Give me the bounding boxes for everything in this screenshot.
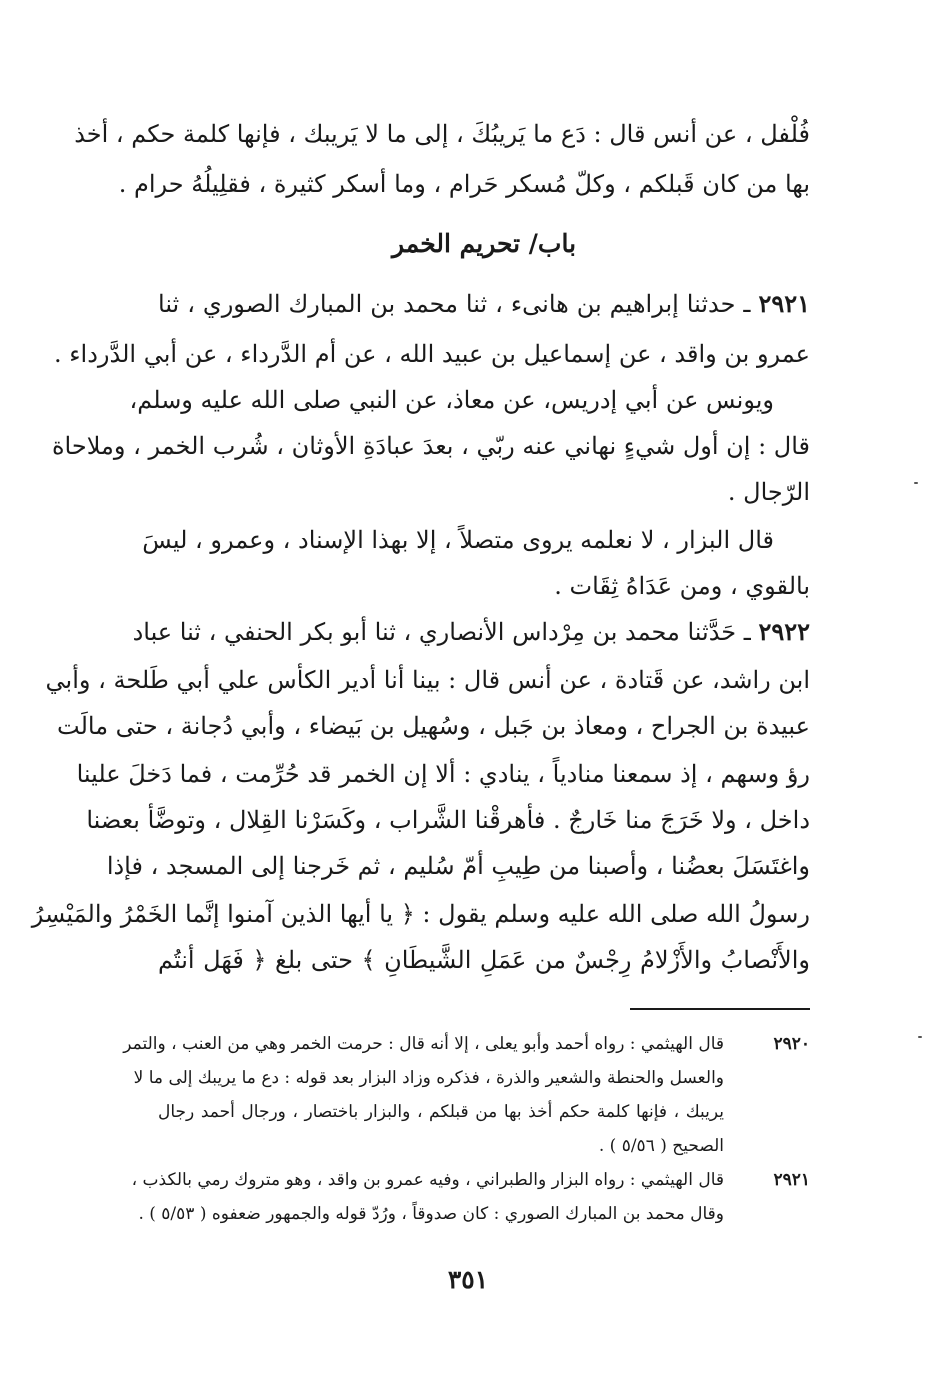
text-line: واغتَسَلَ بعضُنا ، وأصبنا من طِيبِ أمّ سُليم ، ثم خَرجنا إلى المسجد ، فإذا — [106, 852, 810, 880]
footnote-line: قال الهيثمي : رواه أحمد وأبو يعلى ، إلا أنه قال : حرمت الخمر وهي من العنب ، والتمر — [123, 1034, 724, 1054]
text-line: والأَنْصابُ والأَزْلامُ رِجْسٌ من عَمَلِ الشَّيطَانِ ﴾ حتى بلغ ﴿ فَهَل أنتُم — [158, 946, 810, 974]
text-line: رسولُ الله صلى الله عليه وسلم يقول : ﴿ يا أيها الذين آمنوا إنَّما الخَمْرُ والمَيْسِرُ — [31, 900, 810, 928]
text-line: عمرو بن واقد ، عن إسماعيل بن عبيد الله ، عن أم الدَّرداء ، عن أبي الدَّرداء . — [54, 340, 810, 368]
footnote-separator — [630, 1008, 810, 1010]
text-line: بالقوي ، ومن عَدَاهُ ثِقَات . — [554, 572, 810, 600]
hadith-text: ـ حَدَّثنا محمد بن مِرْداس الأنصاري ، ثنا أبو بكر الحنفي ، ثنا عباد — [132, 618, 751, 646]
text-line: بها من كان قَبلكم ، وكلّ مُسكر حَرام ، وما أسكر كثيرة ، فقلِيلُهُ حرام . — [118, 170, 810, 198]
hadith-number: ٢٩٢١ — [758, 289, 810, 318]
footnote-line: والعسل والحنطة والشعير والذرة ، فذكره وزاد البزار بعد قوله : دع ما يريبك إلى ما لا — [133, 1068, 724, 1088]
text-line: فُلْفل ، عن أنس قال : دَع ما يَريبُكَ ، إلى ما لا يَريبك ، فإنها كلمة حكم ، أخذ — [74, 120, 810, 148]
text-line: ويونس عن أبي إدريس، عن معاذ، عن النبي صلى الله عليه وسلم، — [129, 386, 774, 414]
chapter-heading: باب/ تحريم الخمر — [391, 229, 577, 258]
hadith-text: ـ حدثنا إبراهيم بن هانىء ، ثنا محمد بن المبارك الصوري ، ثنا — [158, 290, 751, 318]
scan-speck — [918, 1036, 922, 1038]
scan-speck — [914, 482, 918, 484]
footnote-number: ٢٩٢١ — [773, 1170, 810, 1190]
text-line: رؤ وسهم ، إذ سمعنا منادياً ، ينادي : ألا إن الخمر قد حُرِّمت ، فما دَخلَ علينا — [76, 760, 810, 788]
footnote-line: قال الهيثمي : رواه البزار والطبراني ، وفيه عمرو بن واقد ، وهو متروك رمي بالكذب ، — [131, 1170, 724, 1190]
hadith-number: ٢٩٢٢ — [758, 617, 810, 646]
footnote-line: وقال محمد بن المبارك الصوري : كان صدوقاً ، ورُدّ قوله والجمهور ضعفوه ( ٥/٥٣ ) . — [138, 1204, 724, 1224]
text-line: داخل ، ولا خَرَجَ منا خَارجٌ . فأهرقْنا الشَّراب ، وكَسَرْنا القِلال ، وتوضَّأ بعضنا — [86, 806, 810, 834]
text-line: قال البزار ، لا نعلمه يروى متصلاً ، إلا بهذا الإسناد ، وعمرو ، ليسَ — [142, 526, 774, 554]
footnote-line: الصحيح ( ٥/٥٦ ) . — [598, 1136, 724, 1156]
hadith-2922-first-line — [132, 612, 810, 652]
text-line: عبيدة بن الجراح ، ومعاذ بن جَبل ، وسُهيل بن بَيضاء ، وأبي دُجانة ، حتى مالَت — [57, 712, 810, 740]
text-line: قال : إن أول شيءٍ نهاني عنه ربّي ، بعدَ عبادَةِ الأوثان ، شُرب الخمر ، وملاحاة — [51, 432, 810, 460]
text-line: ابن راشد، عن قَتادة ، عن أنس قال : بينا أنا أدير الكأس علي أبي طَلحة ، وأبي — [45, 666, 810, 694]
text-line: الرّجال . — [727, 478, 810, 506]
hadith-2921-first-line — [158, 284, 810, 324]
footnote-number: ٢٩٢٠ — [773, 1034, 810, 1054]
page-number: ٣٥١ — [447, 1265, 489, 1294]
footnote-line: يريبك ، فإنها كلمة حكم أخذ بها من قبلكم ، والبزار باختصار ، ورجال أحمد رجال — [158, 1102, 724, 1122]
